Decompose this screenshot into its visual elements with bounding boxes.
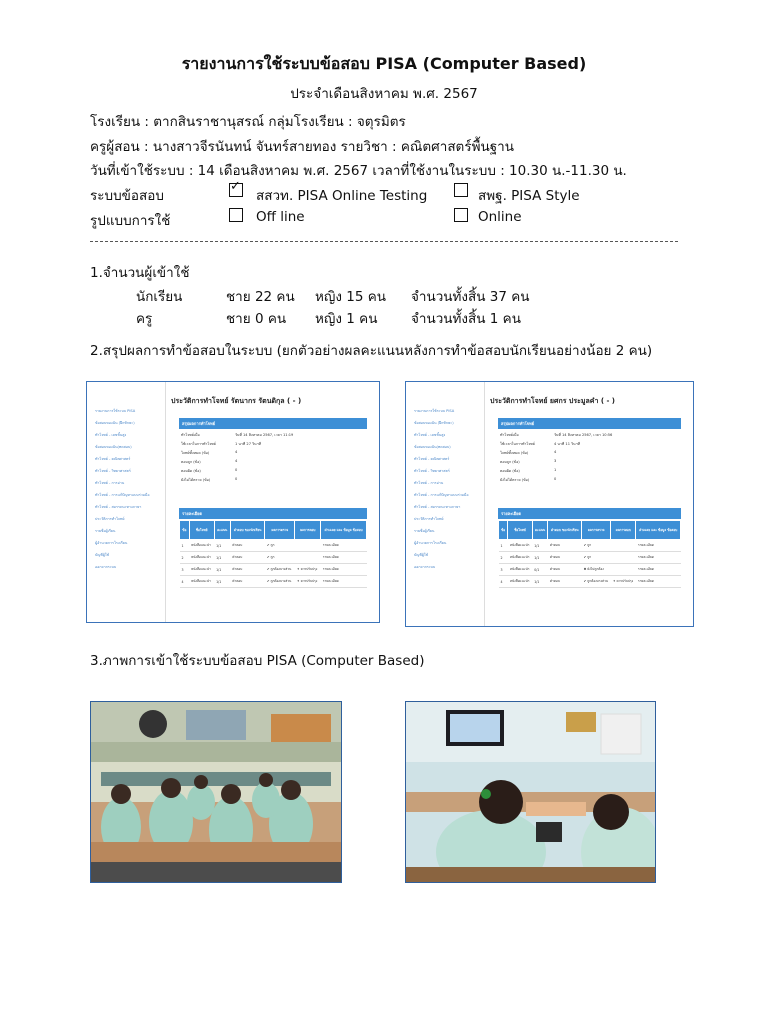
system-label: ระบบข้อสอบ [90,188,164,204]
classroom-photo-1 [90,701,342,883]
teacher-line: ครูผู้สอน : นางสาวจีรนันทน์ จันทร์สายทอง รายวิชา : คณิตศาสตร์พื้นฐาน [90,139,514,155]
row-name: หนังสือแนะนำ [508,564,532,576]
summary-label: ตอบผิด (ข้อ) [500,469,520,473]
sidebar-link[interactable]: รายงานการใช้ระบบ PISA [414,409,455,413]
row-answer-link[interactable]: คำตอบ [548,540,582,552]
column-header: ผลการตอบ [295,521,321,540]
row-extra: ✦ ควรปรับปรุง [295,564,321,576]
row-name: หนังสือแนะนำ [189,576,214,588]
table-row [180,552,367,564]
sidebar-link[interactable]: ทำโจทย์ - เลขชั้นสูง [414,433,446,437]
teachers-female: หญิง 1 คน [315,311,378,327]
row-name: หนังสือแนะนำ [508,540,532,552]
row-result: ✔ ถูกต้องบางส่วน [265,564,295,576]
classroom-photo-2 [405,701,656,883]
sidebar-link[interactable]: บัญชีผู้ใช้ [95,553,110,557]
row-score: 1/1 [214,576,230,588]
row-detail-link[interactable]: รายละเอียด [321,564,367,576]
column-header: คะแนน [532,521,548,540]
sidebar-link[interactable]: ทำโจทย์ - วิทยาศาสตร์ [414,469,450,473]
app-sidebar [87,382,166,622]
mode-label: รูปแบบการใช้ [90,213,171,229]
sidebar-link[interactable]: ทำโจทย์ - สมรรถนะทางภาษา [414,505,461,509]
row-detail-link[interactable]: รายละเอียด [636,564,681,576]
summary-label: ยังไม่ได้ตรวจ (ข้อ) [181,478,211,482]
row-no: 4 [499,576,508,588]
classroom-photo-1-image [91,702,341,882]
summary-value: 0 [554,477,557,481]
students-label: นักเรียน [136,289,183,305]
row-detail-link[interactable]: รายละเอียด [321,540,367,552]
sidebar-link[interactable]: ทำโจทย์ - วิทยาศาสตร์ [95,469,131,473]
sidebar-link[interactable]: ทำโจทย์ - คณิตศาสตร์ [414,457,450,461]
summary-value: 4 นาที 11 วินาที [554,442,580,446]
row-name: หนังสือแนะนำ [508,552,532,564]
column-header: ข้อ [499,521,508,540]
row-detail-link[interactable]: รายละเอียด [636,576,681,588]
row-answer-link[interactable]: คำตอบ [548,564,582,576]
sidebar-link[interactable]: ข้อสอบของฉัน(ทดสอบ) [414,445,451,449]
sidebar-link[interactable]: ผู้อำนวยการโรงเรียน [95,541,128,545]
row-detail-link[interactable]: รายละเอียด [321,552,367,564]
sidebar-link[interactable]: ทำโจทย์ - คณิตศาสตร์ [95,457,131,461]
sidebar-link[interactable]: รายชื่อผู้เรียน [414,529,435,533]
summary-label: ใช้เวลาในการทำโจทย์ [500,442,535,446]
row-detail-link[interactable]: รายละเอียด [636,552,681,564]
table-row [180,540,367,552]
row-no: 2 [499,552,508,564]
row-extra [295,552,321,564]
teachers-label: ครู [136,311,153,327]
system-option2-label: สพฐ. PISA Style [478,188,580,204]
sidebar-link[interactable]: บัญชีผู้ใช้ [414,553,429,557]
row-extra: ✦ ควรปรับปรุง [611,576,636,588]
mode-option1-checkbox[interactable] [229,208,243,222]
classroom-photo-2-image [406,702,655,882]
summary-label: ตอบผิด (ข้อ) [181,469,201,473]
row-result: ✔ ถูก [265,540,295,552]
row-extra [611,552,636,564]
mode-option1-label: Off line [256,209,305,225]
system-option2-checkbox[interactable] [454,183,468,197]
row-result: ✖ ยังไม่ถูกต้อง [582,564,611,576]
sidebar-link[interactable]: ประวัติการทำโจทย์ [414,517,444,521]
summary-value: 3 [554,459,557,463]
row-extra: ✦ ควรปรับปรุง [295,576,321,588]
table-row [499,564,681,576]
row-answer-link[interactable]: คำตอบ [548,576,582,588]
sidebar-link[interactable]: ข้อสอบของฉัน(ทดสอบ) [95,445,132,449]
detail-header: รายละเอียด [179,508,367,519]
table-row [499,576,681,588]
table-row [499,552,681,564]
row-score: 1/1 [532,540,548,552]
report-subtitle: ประจำเดือนสิงหาคม พ.ศ. 2567 [290,86,478,102]
detail-table [498,520,681,588]
teachers-total: จำนวนทั้งสิ้น 1 คน [411,311,521,327]
row-no: 3 [499,564,508,576]
app-sidebar [406,382,485,626]
row-result: ✔ ถูก [582,552,611,564]
row-score: 1/1 [532,576,548,588]
row-no: 1 [499,540,508,552]
sidebar-link[interactable]: ทำโจทย์ - การแก้ปัญหาแบบร่วมมือ [414,493,469,497]
summary-value: 0 [235,468,238,472]
sidebar-link[interactable]: ทำโจทย์ - การอ่าน [414,481,444,485]
row-score: 1/1 [214,552,230,564]
summary-value: 0 [235,477,238,481]
detail-table [179,520,367,588]
column-header: คำเฉลย และ ข้อมูล ข้อสอบ [321,521,367,540]
row-extra [611,540,636,552]
column-header: ผลการตอบ [611,521,636,540]
system-option1-checkbox[interactable] [229,183,243,197]
summary-value: 4 [235,459,238,463]
summary-header: สรุปผลการทำโจทย์ [179,418,367,429]
row-answer-link[interactable]: คำตอบ [230,576,265,588]
column-header: ผลการตรวจ [265,521,295,540]
sidebar-link[interactable]: ประวัติการทำโจทย์ [95,517,125,521]
row-score: 0/1 [532,564,548,576]
summary-label: ตอบถูก (ข้อ) [181,460,201,464]
result-screenshot-2 [405,381,694,627]
students-female: หญิง 15 คน [315,289,387,305]
row-name: หนังสือแนะนำ [508,576,532,588]
sidebar-link[interactable]: ทำโจทย์ - การแก้ปัญหาแบบร่วมมือ [95,493,150,497]
row-no: 3 [180,564,190,576]
sidebar-link[interactable]: ทำโจทย์ - สมรรถนะทางภาษา [95,505,142,509]
row-score: 1/1 [532,552,548,564]
row-no: 4 [180,576,190,588]
mode-option2-label: Online [478,209,522,225]
row-answer-link[interactable]: คำตอบ [230,564,265,576]
summary-label: โจทย์ทั้งหมด (ข้อ) [500,451,529,455]
table-row [499,540,681,552]
row-score: 1/1 [214,540,230,552]
teachers-male: ชาย 0 คน [226,311,287,327]
row-result: ✔ ถูกต้องบางส่วน [582,576,611,588]
students-total: จำนวนทั้งสิ้น 37 คน [411,289,530,305]
row-result: ✔ ถูก [582,540,611,552]
summary-label: ใช้เวลาในการทำโจทย์ [181,442,216,446]
row-result: ✔ ถูก [265,552,295,564]
summary-label: ตอบถูก (ข้อ) [500,460,520,464]
date-line: วันที่เข้าใช้ระบบ : 14 เดือนสิงหาคม พ.ศ. 2567 เวลาที่ใช้งานในระบบ : 10.30 น.-11.30 น. [90,163,627,179]
row-answer-link[interactable]: คำตอบ [230,552,265,564]
table-row [180,576,367,588]
column-header: คำเฉลย และ ข้อมูล ข้อสอบ [636,521,681,540]
summary-value: วันที่ 14 สิงหาคม 2567, เวลา 11:19 [235,433,294,437]
students-male: ชาย 22 คน [226,289,295,305]
column-header: ข้อ [180,521,190,540]
summary-label: ยังไม่ได้ตรวจ (ข้อ) [500,478,530,482]
row-no: 1 [180,540,190,552]
sidebar-link[interactable]: ผู้อำนวยการโรงเรียน [414,541,447,545]
column-header: คำตอบ ของนักเรียน [230,521,265,540]
section3-heading: 3.ภาพการเข้าใช้ระบบข้อสอบ PISA (Computer Based) [90,653,425,669]
row-no: 2 [180,552,190,564]
dashed-divider [90,241,678,242]
sidebar-link[interactable]: ออกจากระบบ [414,565,436,569]
column-header: ชื่อโจทย์ [508,521,532,540]
row-name: หนังสือแนะนำ [189,540,214,552]
school-line: โรงเรียน : ตากสินราชานุสรณ์ กลุ่มโรงเรียน : จตุรมิตร [90,114,406,130]
summary-value: 4 [554,450,557,454]
column-header: ชื่อโจทย์ [189,521,214,540]
sidebar-link[interactable]: ออกจากระบบ [95,565,117,569]
history-title: ประวัติการทำโจทย์ ยศกร ประมูลคำ ( - ) [490,397,616,405]
sidebar-link[interactable]: ข้อสอบของฉัน (ฝึกทักษะ) [414,421,454,425]
result-screenshot-1 [86,381,380,623]
history-title: ประวัติการทำโจทย์ รัตนากร รัตนดิกุล ( - ) [171,397,302,405]
sidebar-link[interactable]: ข้อสอบของฉัน (ฝึกทักษะ) [95,421,135,425]
row-extra [611,564,636,576]
row-detail-link[interactable]: รายละเอียด [321,576,367,588]
row-answer-link[interactable]: คำตอบ [548,552,582,564]
summary-value: 4 [235,450,238,454]
row-name: หนังสือแนะนำ [189,552,214,564]
row-score: 1/1 [214,564,230,576]
section1-heading: 1.จำนวนผู้เข้าใช้ [90,265,190,281]
system-option1-label: สสวท. PISA Online Testing [256,188,428,204]
row-extra [295,540,321,552]
row-name: หนังสือแนะนำ [189,564,214,576]
sidebar-link[interactable]: ทำโจทย์ - การอ่าน [95,481,125,485]
mode-option2-checkbox[interactable] [454,208,468,222]
summary-value: 1 [554,468,557,472]
row-answer-link[interactable]: คำตอบ [230,540,265,552]
sidebar-link[interactable]: รายชื่อผู้เรียน [95,529,116,533]
summary-label: ทำโจทย์เมื่อ [181,433,200,437]
summary-header: สรุปผลการทำโจทย์ [498,418,681,429]
report-title: รายงานการใช้ระบบข้อสอบ PISA (Computer Based) [181,54,587,73]
row-result: ✔ ถูกต้องบางส่วน [265,576,295,588]
detail-header: รายละเอียด [498,508,681,519]
summary-label: โจทย์ทั้งหมด (ข้อ) [181,451,210,455]
column-header: คำตอบ ของนักเรียน [548,521,582,540]
summary-value: วันที่ 14 สิงหาคม 2567, เวลา 10:56 [554,433,613,437]
column-header: ผลการตรวจ [582,521,611,540]
row-detail-link[interactable]: รายละเอียด [636,540,681,552]
summary-value: 1 นาที 27 วินาที [235,442,261,446]
summary-label: ทำโจทย์เมื่อ [500,433,519,437]
column-header: คะแนน [214,521,230,540]
table-row [180,564,367,576]
sidebar-link[interactable]: รายงานการใช้ระบบ PISA [95,409,136,413]
sidebar-link[interactable]: ทำโจทย์ - เลขชั้นสูง [95,433,127,437]
section2-heading: 2.สรุปผลการทำข้อสอบในระบบ (ยกตัวอย่างผลคะแนนหลังการทำข้อสอบนักเรียนอย่างน้อย 2 คน) [90,343,653,359]
